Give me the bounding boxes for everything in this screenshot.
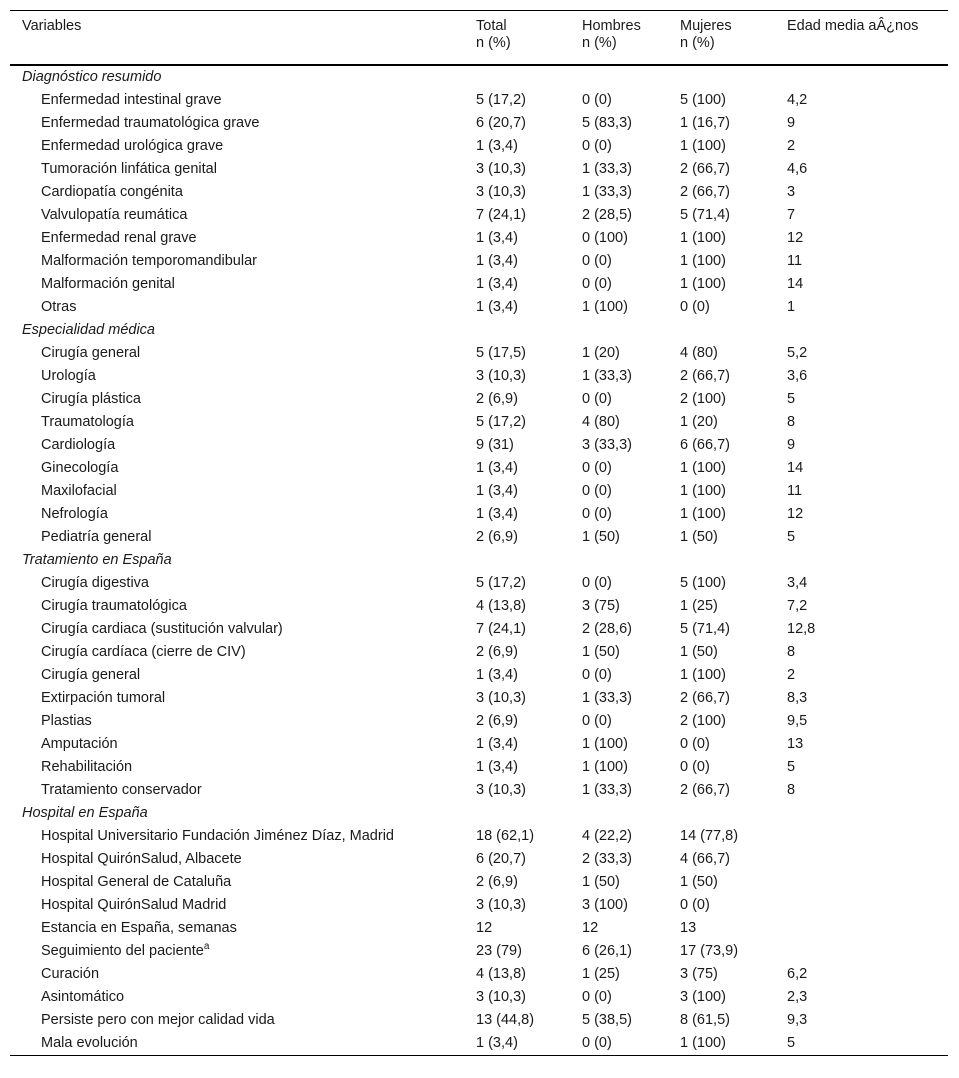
table-body — [10, 65, 948, 1056]
cell-mujeres: 0 (0) — [680, 298, 710, 315]
cell-hombres: 0 (0) — [582, 275, 612, 292]
row-label: Cardiología — [41, 436, 116, 453]
cell-edad: 13 — [787, 735, 804, 752]
cell-mujeres: 5 (100) — [680, 574, 726, 591]
cell-edad — [775, 871, 948, 894]
row-label: Cirugía cardiaca (sustitución valvular) — [41, 620, 283, 637]
cell-total: 7 (24,1) — [476, 206, 526, 223]
cell-total: 7 (24,1) — [476, 620, 526, 637]
cell-mujeres: 1 (100) — [680, 275, 726, 292]
cell-total: 3 (10,3) — [476, 183, 526, 200]
cell-edad: 7,2 — [787, 597, 808, 614]
cell-total: 2 (6,9) — [476, 712, 518, 729]
cell-mujeres: 1 (20) — [680, 413, 718, 430]
cell-mujeres: 1 (50) — [680, 643, 718, 660]
cell-mujeres: 8 (61,5) — [680, 1011, 730, 1028]
section-header-row — [10, 65, 948, 89]
cell-hombres: 4 (80) — [582, 413, 620, 430]
cell-total: 4 (13,8) — [476, 597, 526, 614]
table-row — [10, 963, 948, 986]
header-mujeres-sub: n (%) — [680, 35, 715, 52]
data-table — [10, 10, 948, 1056]
cell-total: 3 (10,3) — [476, 896, 526, 913]
cell-mujeres: 5 (71,4) — [680, 620, 730, 637]
cell-edad: 8 — [787, 643, 796, 660]
cell-hombres: 0 (0) — [582, 712, 612, 729]
cell-total: 1 (3,4) — [476, 482, 518, 499]
cell-total: 6 (20,7) — [476, 114, 526, 131]
cell-total: 5 (17,2) — [476, 413, 526, 430]
cell-edad: 2,3 — [787, 988, 808, 1005]
cell-hombres: 5 (83,3) — [582, 114, 632, 131]
header-total: Total n (%) — [464, 11, 570, 66]
cell-hombres: 1 (20) — [582, 344, 620, 361]
row-label: Mala evolución — [41, 1034, 138, 1051]
table-row — [10, 250, 948, 273]
table-row — [10, 848, 948, 871]
cell-edad: 5 — [787, 390, 796, 407]
cell-hombres: 1 (100) — [582, 758, 628, 775]
row-label: Hospital QuirónSalud Madrid — [41, 896, 227, 913]
cell-total: 3 (10,3) — [476, 160, 526, 177]
cell-total: 18 (62,1) — [476, 827, 535, 844]
section-title: Diagnóstico resumido — [22, 68, 162, 85]
row-label: Cirugía digestiva — [41, 574, 149, 591]
cell-edad: 12 — [787, 505, 804, 522]
cell-mujeres: 17 (73,9) — [680, 942, 739, 959]
cell-total: 1 (3,4) — [476, 252, 518, 269]
row-label: Tumoración linfática genital — [41, 160, 217, 177]
cell-mujeres: 5 (100) — [680, 91, 726, 108]
header-row — [10, 11, 948, 66]
table-row — [10, 825, 948, 848]
table-row — [10, 986, 948, 1009]
cell-hombres: 0 (0) — [582, 252, 612, 269]
cell-edad: 8,3 — [787, 689, 808, 706]
cell-hombres: 6 (26,1) — [582, 942, 632, 959]
table-header — [10, 11, 948, 66]
cell-hombres: 1 (33,3) — [582, 183, 632, 200]
table-row — [10, 480, 948, 503]
table-row — [10, 1032, 948, 1056]
table-row — [10, 756, 948, 779]
table-row — [10, 595, 948, 618]
cell-mujeres: 2 (66,7) — [680, 183, 730, 200]
cell-total: 3 (10,3) — [476, 988, 526, 1005]
cell-hombres: 3 (33,3) — [582, 436, 632, 453]
table-row — [10, 503, 948, 526]
cell-hombres: 2 (28,6) — [582, 620, 632, 637]
cell-edad: 2 — [787, 666, 796, 683]
cell-mujeres: 3 (100) — [680, 988, 726, 1005]
cell-hombres: 0 (0) — [582, 459, 612, 476]
header-mujeres: Mujeres n (%) — [668, 11, 775, 66]
cell-hombres: 1 (33,3) — [582, 367, 632, 384]
row-label: Pediatría general — [41, 528, 152, 545]
table-row — [10, 296, 948, 319]
row-label: Cirugía traumatológica — [41, 597, 187, 614]
row-label: Otras — [41, 298, 77, 315]
cell-edad: 8 — [787, 413, 796, 430]
cell-edad: 5 — [787, 1034, 796, 1051]
cell-total: 13 (44,8) — [476, 1011, 535, 1028]
cell-total: 5 (17,2) — [476, 574, 526, 591]
table-row — [10, 112, 948, 135]
cell-edad: 3 — [787, 183, 796, 200]
table-row — [10, 457, 948, 480]
section-title: Hospital en España — [22, 804, 148, 821]
cell-hombres: 0 (0) — [582, 505, 612, 522]
row-label: Enfermedad urológica grave — [41, 137, 224, 154]
cell-edad — [775, 917, 948, 940]
cell-total: 3 (10,3) — [476, 689, 526, 706]
cell-edad — [775, 848, 948, 871]
table-row — [10, 871, 948, 894]
cell-hombres: 0 (0) — [582, 988, 612, 1005]
cell-hombres: 1 (100) — [582, 735, 628, 752]
cell-total: 2 (6,9) — [476, 873, 518, 890]
table-row — [10, 779, 948, 802]
cell-mujeres: 1 (100) — [680, 1034, 726, 1051]
section-title: Tratamiento en España — [22, 551, 172, 568]
cell-edad: 4,6 — [787, 160, 808, 177]
row-label: Cirugía general — [41, 344, 141, 361]
cell-edad: 1 — [787, 298, 796, 315]
cell-mujeres: 5 (71,4) — [680, 206, 730, 223]
row-label: Cirugía general — [41, 666, 141, 683]
table-row — [10, 388, 948, 411]
header-hombres: Hombres n (%) — [570, 11, 668, 66]
cell-edad: 4,2 — [787, 91, 808, 108]
table-row — [10, 687, 948, 710]
cell-total: 5 (17,2) — [476, 91, 526, 108]
cell-mujeres: 1 (100) — [680, 666, 726, 683]
cell-edad — [775, 894, 948, 917]
cell-edad: 5,2 — [787, 344, 808, 361]
row-label: Malformación temporomandibular — [41, 252, 257, 269]
cell-mujeres: 1 (16,7) — [680, 114, 730, 131]
cell-edad: 9,3 — [787, 1011, 808, 1028]
cell-hombres: 0 (0) — [582, 574, 612, 591]
cell-mujeres: 1 (50) — [680, 873, 718, 890]
cell-hombres: 3 (75) — [582, 597, 620, 614]
cell-mujeres: 4 (80) — [680, 344, 718, 361]
table-row — [10, 365, 948, 388]
row-label: Malformación genital — [41, 275, 175, 292]
cell-mujeres: 0 (0) — [680, 735, 710, 752]
cell-edad: 9 — [787, 436, 796, 453]
cell-edad: 12 — [787, 229, 804, 246]
header-variables: Variables — [22, 18, 82, 34]
cell-mujeres: 2 (66,7) — [680, 160, 730, 177]
cell-hombres: 1 (50) — [582, 528, 620, 545]
cell-edad: 8 — [787, 781, 796, 798]
cell-edad: 11 — [787, 252, 803, 269]
table-row — [10, 89, 948, 112]
row-label: Cirugía plástica — [41, 390, 141, 407]
table-row — [10, 710, 948, 733]
row-label: Enfermedad intestinal grave — [41, 91, 222, 108]
cell-total: 1 (3,4) — [476, 735, 518, 752]
row-label: Cardiopatía congénita — [41, 183, 183, 200]
cell-mujeres: 4 (66,7) — [680, 850, 730, 867]
row-label: Ginecología — [41, 459, 119, 476]
row-label: Rehabilitación — [41, 758, 133, 775]
table-row — [10, 181, 948, 204]
cell-total: 2 (6,9) — [476, 643, 518, 660]
cell-mujeres: 1 (100) — [680, 482, 726, 499]
cell-hombres: 3 (100) — [582, 896, 628, 913]
row-label: Estancia en España, semanas — [41, 919, 237, 936]
table-row — [10, 158, 948, 181]
cell-edad: 3,4 — [787, 574, 808, 591]
cell-hombres: 0 (100) — [582, 229, 628, 246]
row-label: Persiste pero con mejor calidad vida — [41, 1011, 275, 1028]
cell-total: 6 (20,7) — [476, 850, 526, 867]
header-hombres-sub: n (%) — [582, 35, 617, 52]
cell-mujeres: 1 (100) — [680, 137, 726, 154]
cell-total: 1 (3,4) — [476, 758, 518, 775]
table-row — [10, 940, 948, 963]
cell-mujeres: 2 (66,7) — [680, 689, 730, 706]
cell-total: 1 (3,4) — [476, 229, 518, 246]
table-row — [10, 618, 948, 641]
table-row — [10, 1009, 948, 1032]
cell-edad: 14 — [787, 459, 804, 476]
table-row — [10, 135, 948, 158]
cell-hombres: 0 (0) — [582, 1034, 612, 1051]
section-header-row — [10, 549, 948, 572]
cell-hombres: 1 (33,3) — [582, 689, 632, 706]
table-row — [10, 411, 948, 434]
table-row — [10, 664, 948, 687]
cell-mujeres: 6 (66,7) — [680, 436, 730, 453]
cell-hombres: 5 (38,5) — [582, 1011, 632, 1028]
cell-hombres: 1 (100) — [582, 298, 628, 315]
row-label: Enfermedad traumatológica grave — [41, 114, 260, 131]
table-row — [10, 641, 948, 664]
table-row — [10, 342, 948, 365]
cell-hombres: 1 (50) — [582, 873, 620, 890]
cell-edad: 9,5 — [787, 712, 808, 729]
row-label: Seguimiento del paciente$^a$ — [41, 940, 210, 959]
section-header-row — [10, 319, 948, 342]
cell-mujeres: 13 — [680, 919, 697, 936]
cell-total: 1 (3,4) — [476, 505, 518, 522]
cell-edad: 11 — [787, 482, 803, 499]
cell-mujeres: 2 (100) — [680, 712, 726, 729]
row-label: Enfermedad renal grave — [41, 229, 197, 246]
cell-total: 2 (6,9) — [476, 390, 518, 407]
row-label: Cirugía cardíaca (cierre de CIV) — [41, 643, 246, 660]
cell-edad: 2 — [787, 137, 796, 154]
cell-mujeres: 2 (66,7) — [680, 367, 730, 384]
cell-hombres: 1 (25) — [582, 965, 620, 982]
table-row — [10, 894, 948, 917]
cell-hombres: 12 — [582, 919, 599, 936]
cell-total: 3 (10,3) — [476, 781, 526, 798]
row-label: Hospital Universitario Fundación Jiménez Díaz, Madrid — [41, 827, 394, 844]
cell-edad: 12,8 — [787, 620, 816, 637]
cell-mujeres: 1 (100) — [680, 505, 726, 522]
cell-edad: 14 — [787, 275, 804, 292]
cell-hombres: 1 (33,3) — [582, 781, 632, 798]
cell-hombres: 2 (28,5) — [582, 206, 632, 223]
cell-mujeres: 1 (100) — [680, 252, 726, 269]
cell-edad: 6,2 — [787, 965, 808, 982]
cell-total: 1 (3,4) — [476, 666, 518, 683]
table-row — [10, 526, 948, 549]
cell-mujeres: 0 (0) — [680, 896, 710, 913]
cell-total: 2 (6,9) — [476, 528, 518, 545]
cell-mujeres: 1 (100) — [680, 459, 726, 476]
cell-hombres: 4 (22,2) — [582, 827, 632, 844]
cell-edad — [775, 940, 948, 963]
row-label: Traumatología — [41, 413, 134, 430]
row-label: Maxilofacial — [41, 482, 117, 499]
cell-mujeres: 1 (25) — [680, 597, 718, 614]
row-label: Asintomático — [41, 988, 125, 1005]
row-label: Hospital QuirónSalud, Albacete — [41, 850, 242, 867]
cell-mujeres: 2 (66,7) — [680, 781, 730, 798]
cell-mujeres: 1 (100) — [680, 229, 726, 246]
cell-mujeres: 0 (0) — [680, 758, 710, 775]
cell-edad: 9 — [787, 114, 796, 131]
cell-mujeres: 2 (100) — [680, 390, 726, 407]
cell-edad: 7 — [787, 206, 796, 223]
cell-total: 5 (17,5) — [476, 344, 526, 361]
footnote-marker: a — [203, 940, 210, 952]
row-label: Amputación — [41, 735, 118, 752]
header-edad: Edad media aÂ¿nos — [787, 18, 919, 34]
cell-hombres: 1 (33,3) — [582, 160, 632, 177]
table-container — [10, 10, 948, 1056]
cell-mujeres: 3 (75) — [680, 965, 718, 982]
cell-total: 12 — [476, 919, 493, 936]
cell-hombres: 0 (0) — [582, 666, 612, 683]
cell-hombres: 0 (0) — [582, 137, 612, 154]
row-label: Urología — [41, 367, 96, 384]
table-row — [10, 204, 948, 227]
row-label: Plastias — [41, 712, 92, 729]
table-row — [10, 572, 948, 595]
cell-total: 9 (31) — [476, 436, 514, 453]
cell-mujeres: 1 (50) — [680, 528, 718, 545]
cell-hombres: 1 (50) — [582, 643, 620, 660]
table-row — [10, 733, 948, 756]
cell-total: 1 (3,4) — [476, 459, 518, 476]
cell-edad: 5 — [787, 528, 796, 545]
table-row — [10, 227, 948, 250]
cell-total: 1 (3,4) — [476, 298, 518, 315]
cell-hombres: 0 (0) — [582, 390, 612, 407]
cell-edad: 3,6 — [787, 367, 808, 384]
cell-hombres: 2 (33,3) — [582, 850, 632, 867]
table-row — [10, 434, 948, 457]
section-header-row — [10, 802, 948, 825]
row-label: Extirpación tumoral — [41, 689, 166, 706]
section-title: Especialidad médica — [22, 321, 155, 338]
cell-total: 3 (10,3) — [476, 367, 526, 384]
table-row — [10, 917, 948, 940]
cell-total: 23 (79) — [476, 942, 522, 959]
cell-total: 1 (3,4) — [476, 137, 518, 154]
cell-edad: 5 — [787, 758, 796, 775]
cell-total: 1 (3,4) — [476, 1034, 518, 1051]
cell-mujeres: 14 (77,8) — [680, 827, 739, 844]
cell-total: 1 (3,4) — [476, 275, 518, 292]
cell-edad — [775, 825, 948, 848]
row-label: Tratamiento conservador — [41, 781, 202, 798]
row-label: Hospital General de Cataluña — [41, 873, 232, 890]
cell-hombres: 0 (0) — [582, 91, 612, 108]
cell-hombres: 0 (0) — [582, 482, 612, 499]
row-label: Curación — [41, 965, 100, 982]
table-row — [10, 273, 948, 296]
row-label: Nefrología — [41, 505, 108, 522]
row-label: Valvulopatía reumática — [41, 206, 188, 223]
cell-total: 4 (13,8) — [476, 965, 526, 982]
header-total-sub: n (%) — [476, 35, 511, 52]
